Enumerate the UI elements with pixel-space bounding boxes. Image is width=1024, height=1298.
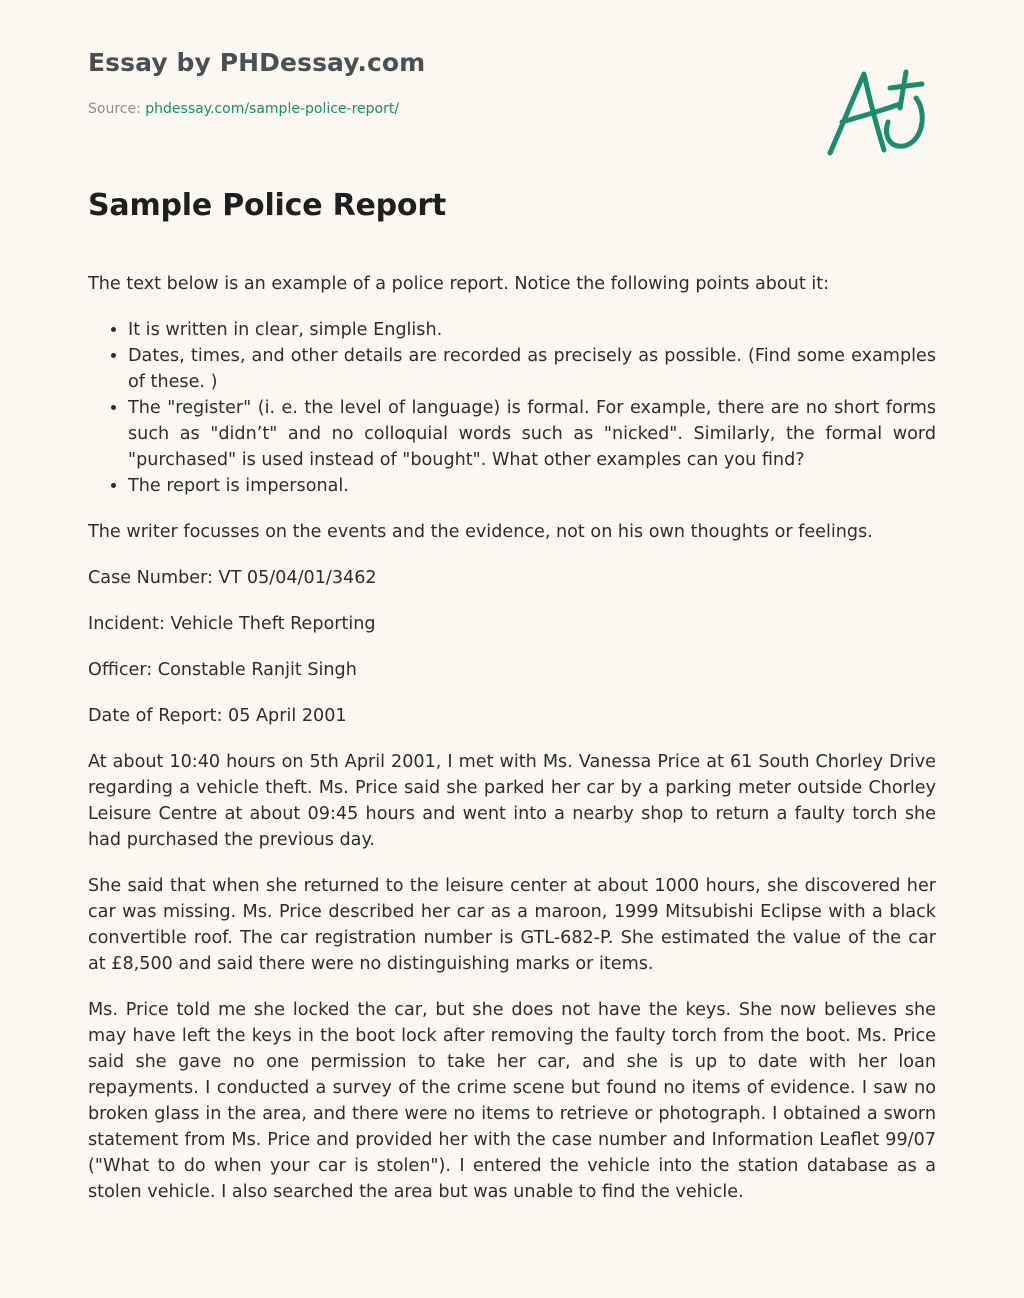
- report-paragraph: Ms. Price told me she locked the car, but she does not have the keys. She now believes she may have left the keys in the boot lock after removing the faulty torch from the boot. Ms. Price said she gave no one permission to take her car, and she is up to date with her loan repayments. I conducted a survey of the crime scene but found no items of evidence. I saw no broken glass in the area, and there were no items to retrieve or photograph. I obtained a sworn statement from Ms. Price and provided her with the case number and Information Leaflet 99/07 ("What to do when your car is stolen"). I entered the vehicle into the station database as a stolen vehicle. I also searched the area but was unable to find the vehicle.: [88, 1000, 936, 1202]
- source-link[interactable]: phdessay.com/sample-police-report/: [145, 101, 400, 117]
- writer-note: The writer focusses on the events and the evidence, not on his own thoughts or feelings.: [88, 522, 873, 542]
- points-list: [88, 317, 936, 499]
- source-line: [88, 101, 399, 117]
- site-brand: Essay by PHDessay.com: [88, 48, 426, 77]
- report-body: [88, 271, 936, 1225]
- report-paragraph: At about 10:40 hours on 5th April 2001, I met with Ms. Vanessa Price at 61 South Chorley Drive regarding a vehicle theft. Ms. Price said she parked her car by a parking meter outside Chorley Leisure Centre at about 09:45 hours and went into a nearby shop to return a faulty torch she had purchased the previous day.: [88, 752, 936, 850]
- intro-paragraph: The text below is an example of a police report. Notice the following points about it:: [88, 274, 830, 294]
- report-date: Date of Report: 05 April 2001: [88, 706, 347, 726]
- incident-line: Incident: Vehicle Theft Reporting: [88, 614, 376, 634]
- source-label: Source:: [88, 101, 146, 117]
- list-item: • Dates, times, and other details are recorded as precisely as possible. (Find some examples of these. ): [128, 343, 936, 395]
- officer-line: Officer: Constable Ranjit Singh: [88, 660, 357, 680]
- list-item: • The report is impersonal.: [128, 473, 936, 499]
- a-plus-logo-icon: [818, 58, 933, 168]
- list-item: • The "register" (i. e. the level of language) is formal. For example, there are no short forms such as "didn’t" and no colloquial words such as "nicked". Similarly, the formal word "purchased" is used instead of "bought". What other examples can you find?: [128, 395, 936, 473]
- list-item: • It is written in clear, simple English.: [128, 317, 936, 343]
- case-number: Case Number: VT 05/04/01/3462: [88, 568, 377, 588]
- page-title: Sample Police Report: [88, 188, 447, 223]
- report-paragraph: She said that when she returned to the leisure center at about 1000 hours, she discovered her car was missing. Ms. Price described her car as a maroon, 1999 Mitsubishi Eclipse with a black convertible roof. The car registration number is GTL-682-P. She estimated the value of the car at £8,500 and said there were no distinguishing marks or items.: [88, 876, 936, 974]
